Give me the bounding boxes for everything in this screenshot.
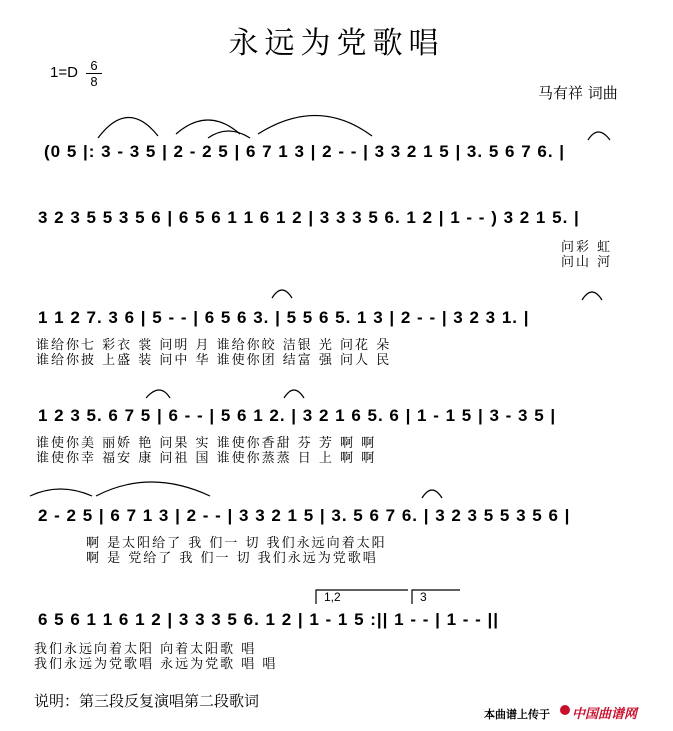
- first-ending-label: 1,2: [324, 590, 341, 604]
- slur-9: [284, 390, 304, 398]
- slur-10: [30, 489, 92, 496]
- lyrics-system-6-verse-2: 我们永远为党歌唱 永远为党歌 唱 唱: [34, 657, 278, 672]
- second-ending-label: 3: [420, 590, 427, 604]
- slur-11: [96, 482, 210, 496]
- slur-6: [272, 290, 292, 298]
- notation-system-4: 1 2 3 5. 6 7 5 | 6 - - | 5 6 1 2. | 3 2 1 6 5. 6 | 1 - 1 5 | 3 - 3 5 |: [38, 406, 557, 425]
- notation-system-5: 2 - 2 5 | 6 7 1 3 | 2 - - | 3 3 2 1 5 | 3. 5 6 7 6. | 3 2 3 5 5 3 5 6 |: [38, 506, 571, 525]
- notation-system-1: (0 5 |: 3 - 3 5 | 2 - 2 5 | 6 7 1 3 | 2 - - | 3 3 2 1 5 | 3. 5 6 7 6. |: [44, 142, 566, 161]
- slur-5: [588, 132, 610, 140]
- upload-credit: 本曲谱上传于: [484, 708, 550, 721]
- time-denominator: 8: [90, 74, 98, 89]
- site-logo-icon: [560, 705, 570, 715]
- ending-bracket-2: [412, 590, 460, 604]
- time-numerator: 6: [86, 58, 102, 74]
- slur-3: [208, 131, 250, 138]
- site-name[interactable]: 中国曲谱网: [572, 707, 638, 722]
- lyrics-system-4-verse-2: 谁使你幸 福安 康 问祖 国 谁使你蒸蒸 日 上 啊 啊: [36, 451, 377, 466]
- lyrics-system-4-verse-1: 谁使你美 丽娇 艳 问果 实 谁使你香甜 芬 芳 啊 啊: [36, 436, 377, 451]
- key-signature: 1=D: [50, 64, 78, 81]
- slur-7: [582, 292, 602, 300]
- notation-system-2: 3 2 3 5 5 3 5 6 | 6 5 6 1 1 6 1 2 | 3 3 3 5 6. 1 2 | 1 - - ) 3 2 1 5. |: [38, 208, 580, 227]
- ending-bracket-1: [316, 590, 408, 604]
- footnote: 说明：第三段反复演唱第二段歌词: [34, 692, 260, 710]
- lyrics-system-6-verse-1: 我们永远向着太阳 向着太阳歌 唱: [34, 642, 257, 657]
- song-title: 永远为党歌唱: [228, 26, 445, 61]
- slur-2: [176, 120, 240, 134]
- slur-1: [98, 117, 158, 138]
- slur-8: [146, 390, 170, 398]
- lyrics-system-2-verse-1: 问彩 虹: [561, 240, 613, 255]
- slur-4: [258, 115, 372, 136]
- notation-system-6: 6 5 6 1 1 6 1 2 | 3 3 3 5 6. 1 2 | 1 - 1 5 :|| 1 - - | 1 - - ||: [38, 610, 500, 629]
- author-credit: 马有祥 词曲: [538, 84, 618, 102]
- slur-12: [422, 490, 442, 498]
- notation-system-3: 1 1 2 7. 3 6 | 5 - - | 6 5 6 3. | 5 5 6 5. 1 3 | 2 - - | 3 2 3 1. |: [38, 308, 530, 327]
- lyrics-system-3-verse-2: 谁给你披 上盛 装 问中 华 谁使你团 结富 强 问人 民: [36, 353, 392, 368]
- lyrics-system-5-verse-1: 啊 是太阳给了 我 们一 切 我们永远向着太阳: [86, 536, 387, 551]
- lyrics-system-5-verse-2: 啊 是 党给了 我 们一 切 我们永远为党歌唱: [86, 551, 378, 566]
- lyrics-system-2-verse-2: 问山 河: [561, 255, 613, 270]
- lyrics-system-3-verse-1: 谁给你七 彩衣 裳 问明 月 谁给你皎 洁银 光 问花 朵: [36, 338, 392, 353]
